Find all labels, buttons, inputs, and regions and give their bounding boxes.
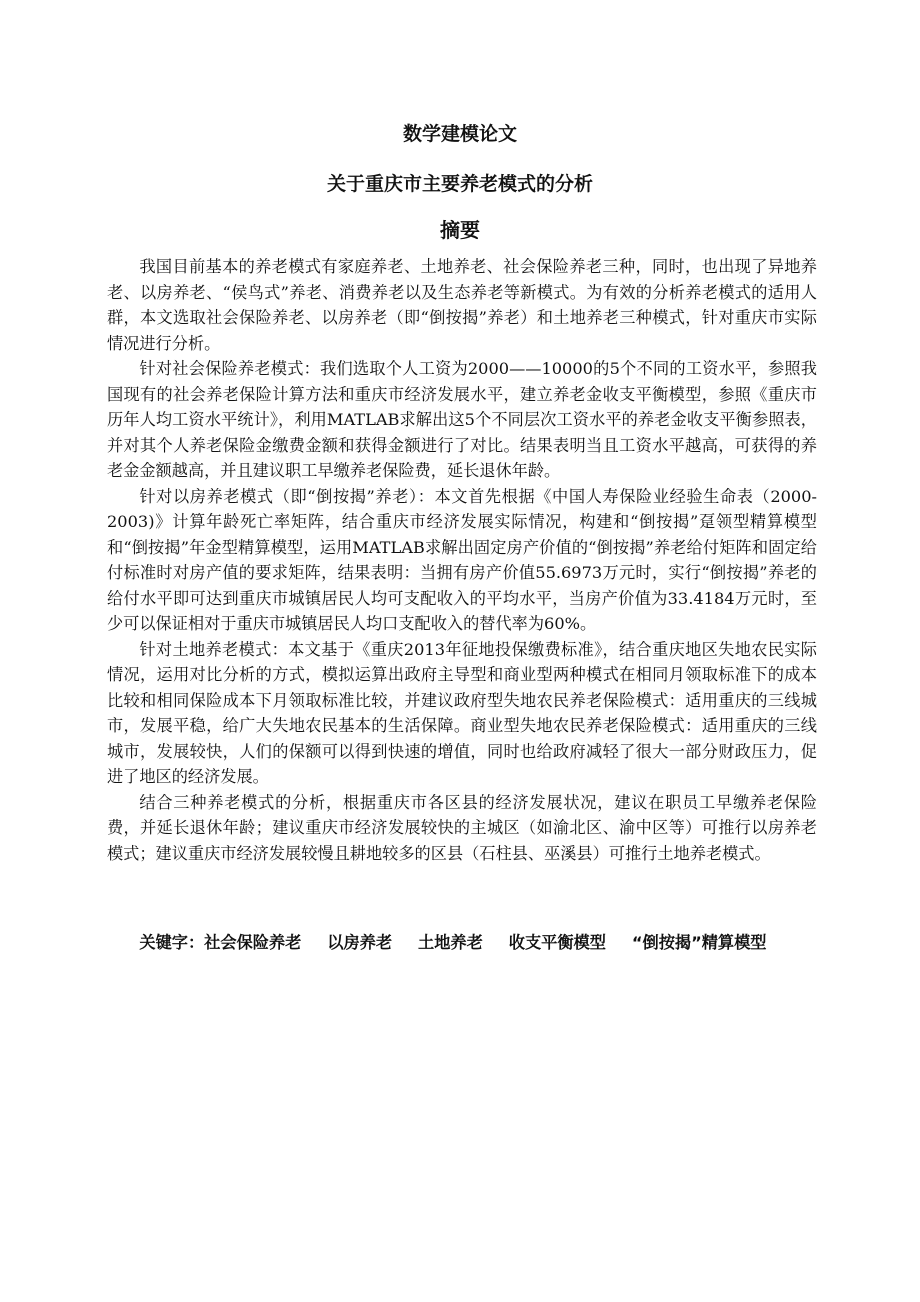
header-title: 数学建模论文 — [402, 123, 517, 145]
keywords-label: 关键字： — [139, 933, 205, 952]
abstract-paragraph: 我国目前基本的养老模式有家庭养老、土地养老、社会保险养老三种，同时，也出现了异地养老、以房养老、“侯鸟式”养老、消费养老以及生态养老等新模式。为有效的分析养老模式的适用人群，本文选取社会保险养老、以房养老（即“倒按揭”养老）和土地养老三种模式，针对重庆市实际情况进行分析。 — [107, 257, 817, 353]
keyword: 社会保险养老 — [204, 933, 302, 952]
keyword: 土地养老 — [418, 933, 483, 952]
paper-title: 关于重庆市主要养老模式的分析 — [326, 173, 593, 195]
abstract-paragraph: 针对以房养老模式（即“倒按揭”养老）：本文首先根据《中国人寿保险业经验生命表（2000-2003)》计算年龄死亡率矩阵，结合重庆市经济发展实际情况，构建和“倒按揭”趸领型精算模型和“倒按揭”年金型精算模型，运用MATLAB求解出固定房产价值的“倒按揭”养老给付矩阵和固定给付标准时对房产值的要求矩阵，结果表明：当拥有房产价值55.6973万元时，实行“倒按揭”养老的给付水平即可达到重庆市城镇居民人均可支配收入的平均水平，当房产价值为33.4184万元时，至少可以保证相对于重庆市城镇居民人均口支配收入的替代率为60%。 — [107, 486, 817, 633]
abstract-heading: 摘要 — [440, 218, 480, 242]
keyword: “倒按揭”精算模型 — [631, 933, 767, 952]
abstract-paragraph: 结合三种养老模式的分析，根据重庆市各区县的经济发展状况，建议在职员工早缴养老保险费，并延长退休年龄；建议重庆市经济发展较快的主城区（如渝北区、渝中区等）可推行以房养老模式；建议重庆市经济发展较慢且耕地较多的区县（石柱县、巫溪县）可推行土地养老模式。 — [107, 792, 817, 863]
abstract-paragraph: 针对土地养老模式：本文基于《重庆2013年征地投保缴费标准》，结合重庆地区失地农民实际情况，运用对比分析的方式，模拟运算出政府主导型和商业型两种模式在相同月领取标准下的成本比较和相同保险成本下月领取标准比较，并建议政府型失地农民养老保险模式：适用重庆的三线城市，发展平稳，给广大失地农民基本的生活保障。商业型失地农民养老保险模式：适用重庆的三线城市，发展较快，人们的保额可以得到快速的增值，同时也给政府减轻了很大一部分财政压力，促进了地区的经济发展。 — [107, 639, 817, 786]
keyword: 收支平衡模型 — [508, 933, 606, 952]
abstract-body — [107, 254, 817, 866]
keyword: 以房养老 — [327, 933, 393, 952]
abstract-paragraph: 针对社会保险养老模式：我们选取个人工资为2000——10000的5个不同的工资水平，参照我国现有的社会养老保险计算方法和重庆市经济发展水平，建立养老金收支平衡模型，参照《重庆市历年人均工资水平统计》，利用MATLAB求解出这5个不同层次工资水平的养老金收支平衡参照表，并对其个人养老保险金缴费金额和获得金额进行了对比。结果表明当且工资水平越高，可获得的养老金金额越高，并且建议职工早缴养老保险费，延长退休年龄。 — [107, 359, 817, 480]
keywords-line — [107, 930, 819, 956]
